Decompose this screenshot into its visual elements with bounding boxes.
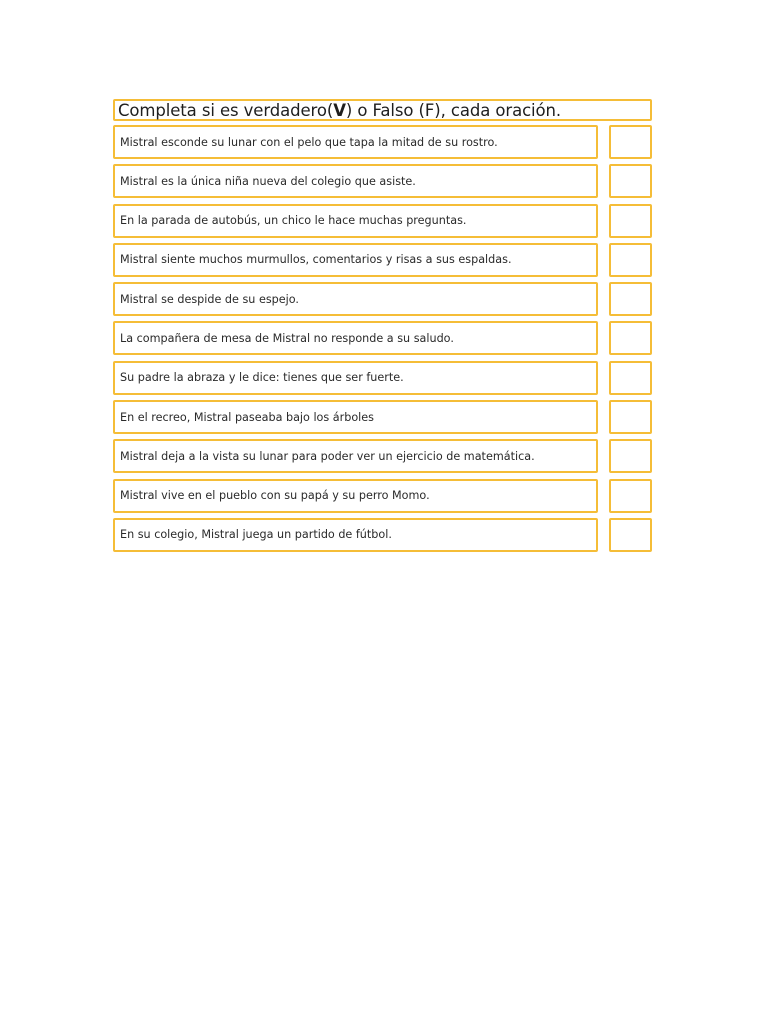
statement-row [113,204,652,238]
statement-text: En la parada de autobús, un chico le hace muchas preguntas. [113,204,598,238]
statement-row [113,125,652,159]
statement-row [113,439,652,473]
statement-row [113,400,652,434]
statement-text: Mistral es la única niña nueva del colegio que asiste. [113,164,598,198]
statement-row [113,361,652,395]
answer-box[interactable] [609,125,652,159]
answer-box[interactable] [609,164,652,198]
statement-text: La compañera de mesa de Mistral no responde a su saludo. [113,321,598,355]
statement-row [113,321,652,355]
answer-box[interactable] [609,479,652,513]
title-part1: Completa si es verdadero( [118,100,334,120]
statement-list [113,125,652,552]
statement-row [113,282,652,316]
answer-box[interactable] [609,321,652,355]
answer-box[interactable] [609,400,652,434]
statement-row [113,243,652,277]
answer-box[interactable] [609,243,652,277]
statement-text: En el recreo, Mistral paseaba bajo los árboles [113,400,598,434]
instructions-title [113,99,652,121]
statement-text: Mistral se despide de su espejo. [113,282,598,316]
answer-box[interactable] [609,361,652,395]
statement-text: Su padre la abraza y le dice: tienes que ser fuerte. [113,361,598,395]
answer-box[interactable] [609,204,652,238]
statement-row [113,479,652,513]
statement-row [113,164,652,198]
title-bold-v: V [333,100,346,120]
statement-row [113,518,652,552]
statement-text: Mistral siente muchos murmullos, comentarios y risas a sus espaldas. [113,243,598,277]
answer-box[interactable] [609,439,652,473]
answer-box[interactable] [609,518,652,552]
worksheet [113,99,652,557]
statement-text: Mistral esconde su lunar con el pelo que tapa la mitad de su rostro. [113,125,598,159]
answer-box[interactable] [609,282,652,316]
statement-text: Mistral deja a la vista su lunar para poder ver un ejercicio de matemática. [113,439,598,473]
title-part2: ) o Falso (F), cada oración. [345,100,562,120]
statement-text: En su colegio, Mistral juega un partido de fútbol. [113,518,598,552]
statement-text: Mistral vive en el pueblo con su papá y su perro Momo. [113,479,598,513]
